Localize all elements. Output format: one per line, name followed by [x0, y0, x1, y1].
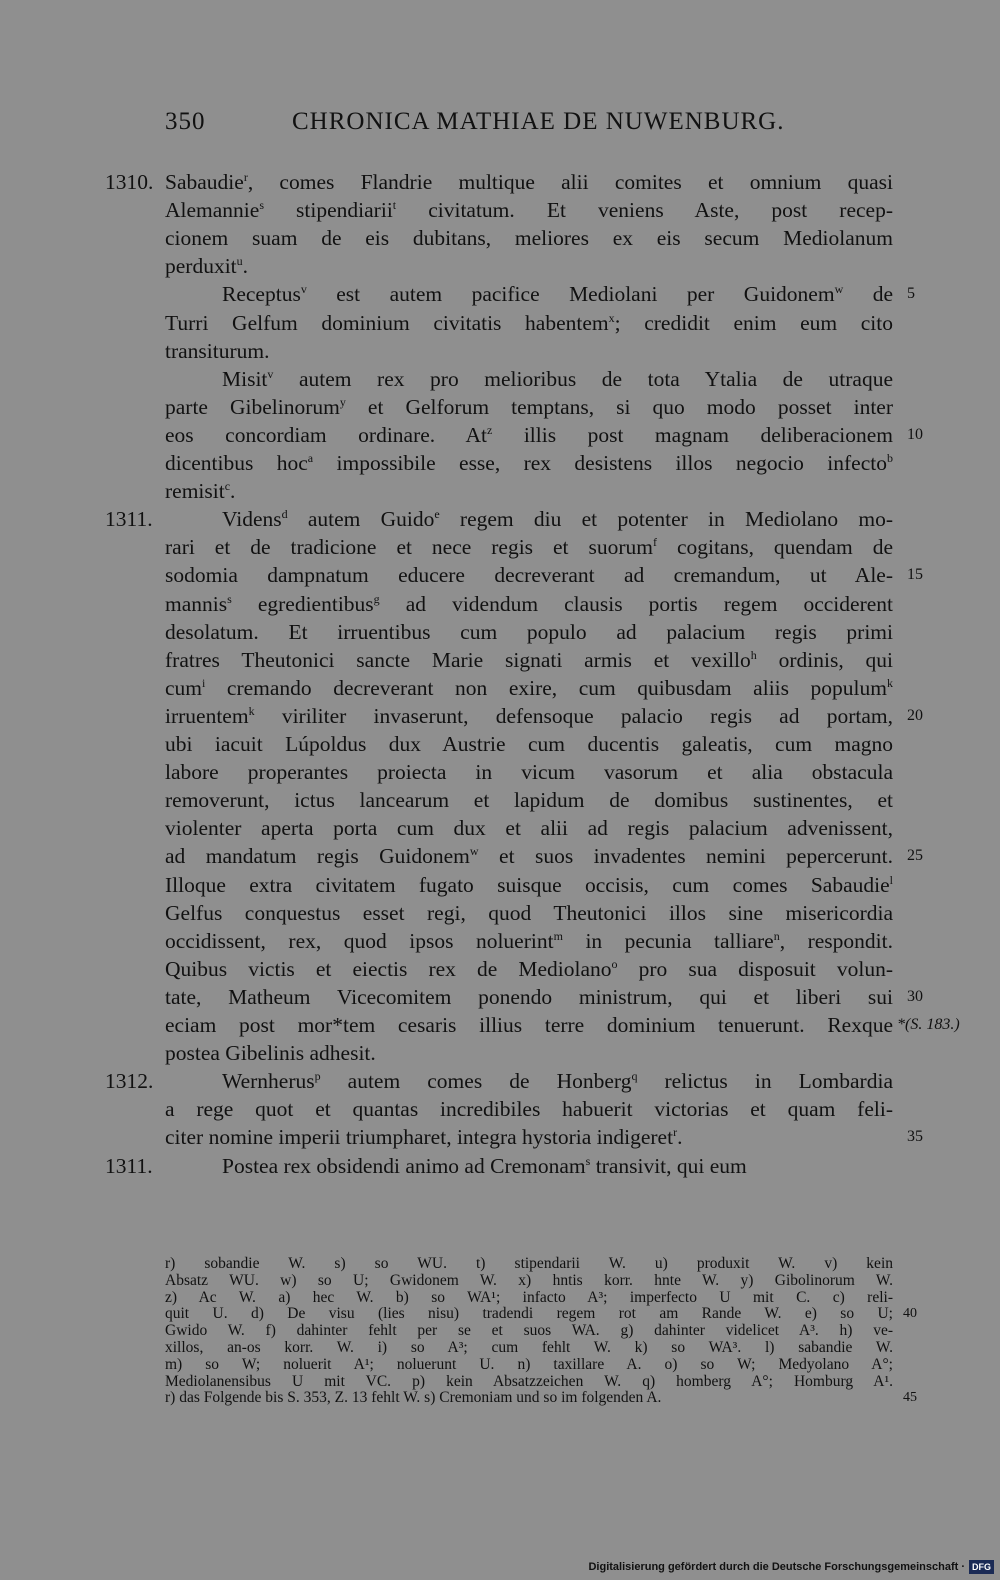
text-line: removerunt, ictus lancearum et lapidum de domibus sustinentes, et	[165, 788, 893, 813]
line-number: 15	[907, 566, 923, 584]
year-marker: 1310.	[105, 170, 154, 194]
footnote-line: Mediolanensibus U mit VC. p) kein Absatzzeichen W. q) homberg A°; Homburg A¹.	[165, 1372, 893, 1390]
text-line: tate, Matheum Vicecomitem ponendo ministrum, qui et liberi sui	[165, 984, 893, 1009]
text-line: eciam post mor*tem cesaris illius terre dominium tenuerunt. Rexque	[165, 1013, 893, 1037]
text-line: rari et de tradicione et nece regis et suorum$^f$ cogitans, quendam de	[165, 535, 893, 560]
text-line: fratres Theutonici sancte Marie signati armis et vexillo$^h$ ordinis, qui	[165, 647, 893, 672]
line-number: 45	[903, 1390, 917, 1406]
text-line: violenter aperta porta cum dux et alii ad regis palacium advenissent,	[165, 816, 893, 841]
text-line: Wernherus$^p$ autem comes de Honberg$^q$ relictus in Lombardia	[222, 1069, 893, 1094]
text-line: desolatum. Et irruentibus cum populo ad palacium regis primi	[165, 619, 893, 644]
line-number: 35	[907, 1128, 923, 1146]
running-title: CHRONICA MATHIAE DE NUWENBURG.	[292, 108, 785, 135]
text-line: perduxit$^u$.	[165, 254, 249, 279]
line-number: 30	[907, 987, 923, 1005]
footnote-line: r) sobandie W. s) so WU. t) stipendarii W. u) produxit W. v) kein	[165, 1255, 893, 1272]
footnote-line: Absatz WU. w) so U; Gwidonem W. x) hntis korr. hnte W. y) Gibolinorum W.	[165, 1271, 893, 1289]
text-line: Misit$^v$ autem rex pro melioribus de tota Ytalia de utraque	[222, 366, 893, 391]
footer-credit: Digitalisierung gefördert durch die Deutsche Forschungsgemeinschaft ·	[588, 1561, 965, 1573]
text-line: cionem suam de eis dubitans, meliores ex eis secum Mediolanum	[165, 226, 893, 251]
text-line: Quibus victis et eiectis rex de Mediolano$^o$ pro sua disposuit volun-	[165, 956, 893, 981]
year-marker: 1311.	[105, 507, 153, 532]
line-number: 20	[907, 706, 923, 724]
text-line: Videns$^d$ autem Guido$^e$ regem diu et potenter in Mediolano mo-	[222, 507, 893, 532]
footnote-line: r) das Folgende bis S. 353, Z. 13 fehlt W. s) Cremoniam und so im folgenden A.	[165, 1389, 662, 1407]
text-line: Postea rex obsidendi animo ad Cremonam$^s$ transivit, qui eum	[222, 1153, 747, 1178]
page-reference: *(S. 183.)	[897, 1016, 960, 1033]
text-line: Turri Gelfum dominium civitatis habentem$^x$; credidit enim eum cito	[165, 310, 893, 335]
text-line: irruentem$^k$ viriliter invaserunt, defensoque palacio regis ad portam,	[165, 703, 893, 728]
footnote-line: Gwido W. f) dahinter fehlt per se et suos WA. g) dahinter videlicet A³. h) ve-	[165, 1322, 893, 1340]
line-number: 25	[907, 847, 923, 865]
text-line: Receptus$^v$ est autem pacifice Mediolani per Guidonem$^w$ de	[222, 282, 893, 307]
footnote-line: m) so W; noluerit A¹; noluerunt U. n) taxillare A. o) so W; Medyolano A°;	[165, 1355, 893, 1373]
year-marker: 1311.	[105, 1153, 153, 1178]
line-number: 10	[907, 425, 923, 443]
footnote-line: z) Ac W. a) hec W. b) so WA¹; infacto A³; imperfecto U mit C. c) reli-	[165, 1288, 893, 1306]
footnote-line: quit U. d) De visu (lies nisu) tradendi regem rot am Rande W. e) so U;	[165, 1305, 893, 1323]
year-marker: 1312.	[105, 1069, 154, 1094]
text-line: Alemannie$^s$ stipendiarii$^t$ civitatum. Et veniens Aste, post recep-	[165, 198, 893, 223]
text-line: occidissent, rex, quod ipsos noluerint$^m$ in pecunia talliare$^n$, respondit.	[165, 928, 893, 953]
text-line: remisit$^c$.	[165, 479, 236, 504]
text-line: ad mandatum regis Guidonem$^w$ et suos invadentes nemini pepercerunt.	[165, 844, 894, 869]
text-line: dicentibus hoc$^a$ impossibile esse, rex desistens illos negocio infecto$^b$	[165, 451, 893, 475]
page-header	[0, 108, 1000, 144]
text-line: cum$^i$ cremando decreverant non exire, cum quibusdam aliis populum$^k$	[165, 675, 893, 700]
line-number: 40	[903, 1306, 917, 1322]
text-line: citer nomine imperii triumpharet, integra hystoria indigeret$^r$.	[165, 1125, 683, 1150]
footer	[588, 1558, 994, 1576]
text-line: eos concordiam ordinare. At$^z$ illis post magnam deliberacionem	[165, 422, 893, 447]
text-line: transiturum.	[165, 338, 270, 363]
line-number: 5	[907, 285, 915, 303]
text-line: labore properantes proiecta in vicum vasorum et alia obstacula	[165, 760, 893, 785]
text-line: Illoque extra civitatem fugato suisque occisis, cum comes Sabaudie$^l$	[165, 872, 893, 897]
dfg-logo: DFG	[969, 1560, 994, 1574]
footnote-line: xillos, an-os korr. W. i) so A³; cum fehlt W. k) so WA³. l) sabandie W.	[165, 1339, 893, 1356]
text-line: Gelfus conquestus esset regi, quod Theutonici illos sine misericordia	[165, 900, 893, 925]
text-line: mannis$^s$ egredientibus$^g$ ad videndum clausis portis regem occiderent	[165, 591, 893, 616]
text-line: sodomia dampnatum educere decreverant ad cremandum, ut Ale-	[165, 563, 893, 588]
page-number: 350	[165, 108, 206, 135]
text-line: postea Gibelinis adhesit.	[165, 1041, 376, 1066]
text-line: a rege quot et quantas incredibiles habuerit victorias et quam feli-	[165, 1097, 893, 1122]
text-line: Sabaudie$^r$, comes Flandrie multique alii comites et omnium quasi	[165, 170, 893, 194]
text-line: parte Gibelinorum$^y$ et Gelforum temptans, si quo modo posset inter	[165, 394, 894, 419]
text-line: ubi iacuit Lúpoldus dux Austrie cum ducentis galeatis, cum magno	[165, 732, 893, 756]
